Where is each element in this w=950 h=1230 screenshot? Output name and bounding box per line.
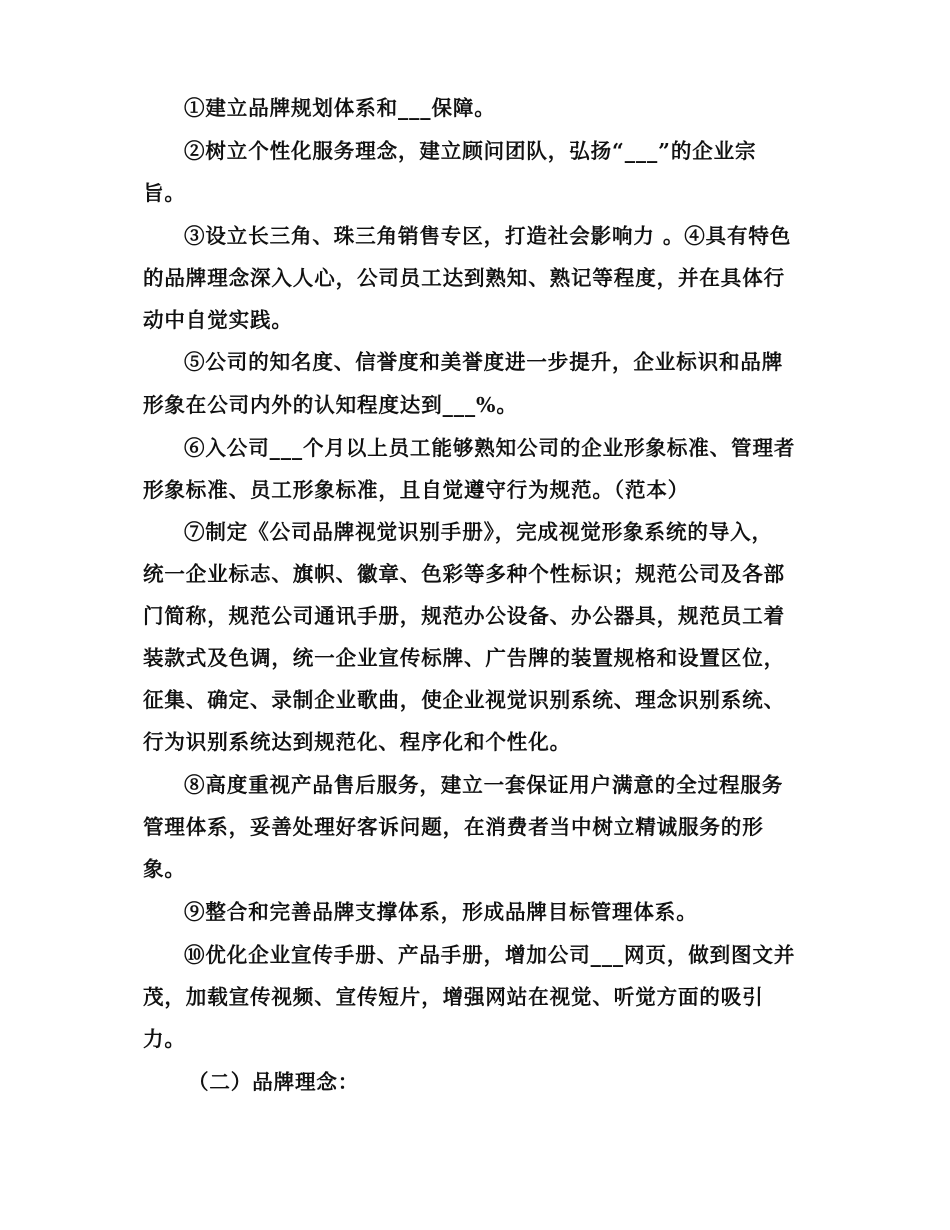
- item-9-line-1: ⑨整合和完善品牌支撑体系，形成品牌目标管理体系。: [184, 900, 698, 924]
- item-2-line-1: ②树立个性化服务理念，建立顾问团队，弘扬“___”的企业宗: [184, 139, 757, 163]
- item-5-line-1: ⑤公司的知名度、信誉度和美誉度进一步提升，企业标识和品牌: [184, 350, 784, 374]
- item-7-line-5: 征集、确定、录制企业歌曲，使企业视觉识别系统、理念识别系统、: [143, 688, 785, 712]
- item-4-line-2: 的品牌理念深入人心，公司员工达到熟知、熟记等程度，并在具体行: [143, 266, 785, 290]
- item-7-line-6: 行为识别系统达到规范化、程序化和个性化。: [143, 730, 571, 754]
- item-6-line-1: ⑥入公司___个月以上员工能够熟知公司的企业形象标准、管理者: [184, 436, 796, 460]
- item-5-line-2: 形象在公司内外的认知程度达到___%。: [143, 393, 518, 417]
- item-7-line-4: 装款式及色调，统一企业宣传标牌、广告牌的装置规格和设置区位，: [143, 646, 785, 670]
- item-1-line-1: ①建立品牌规划体系和___保障。: [184, 96, 496, 120]
- item-8-line-2: 管理体系，妥善处理好客诉问题，在消费者当中树立精诚服务的形: [143, 815, 764, 839]
- item-7-line-2: 统一企业标志、旗帜、徽章、色彩等多种个性标识；规范公司及各部: [143, 562, 785, 586]
- item-4-line-3: 动中自觉实践。: [143, 308, 293, 332]
- item-10-line-3: 力。: [143, 1027, 186, 1051]
- item-8-line-1: ⑧高度重视产品售后服务，建立一套保证用户满意的全过程服务: [184, 773, 784, 797]
- item-3-line-1: ③设立长三角、珠三角销售专区，打造社会影响力 。④具有特色: [184, 224, 792, 248]
- section-heading: （二）品牌理念：: [188, 1070, 360, 1094]
- item-7-line-3: 门简称，规范公司通讯手册，规范办公设备、办公器具，规范员工着: [143, 604, 785, 628]
- item-10-line-2: 茂，加载宣传视频、宣传短片，增强网站在视觉、听觉方面的吸引: [143, 985, 764, 1009]
- item-10-line-1: ⑩优化企业宣传手册、产品手册，增加公司___网页，做到图文并: [184, 943, 796, 967]
- item-7-line-1: ⑦制定《公司品牌视觉识别手册》，完成视觉形象系统的导入，: [184, 520, 773, 544]
- item-2-line-2: 旨。: [143, 181, 186, 205]
- item-8-line-3: 象。: [143, 857, 186, 881]
- item-6-line-2: 形象标准、员工形象标准，且自觉遵守行为规范。（范本）: [143, 478, 690, 502]
